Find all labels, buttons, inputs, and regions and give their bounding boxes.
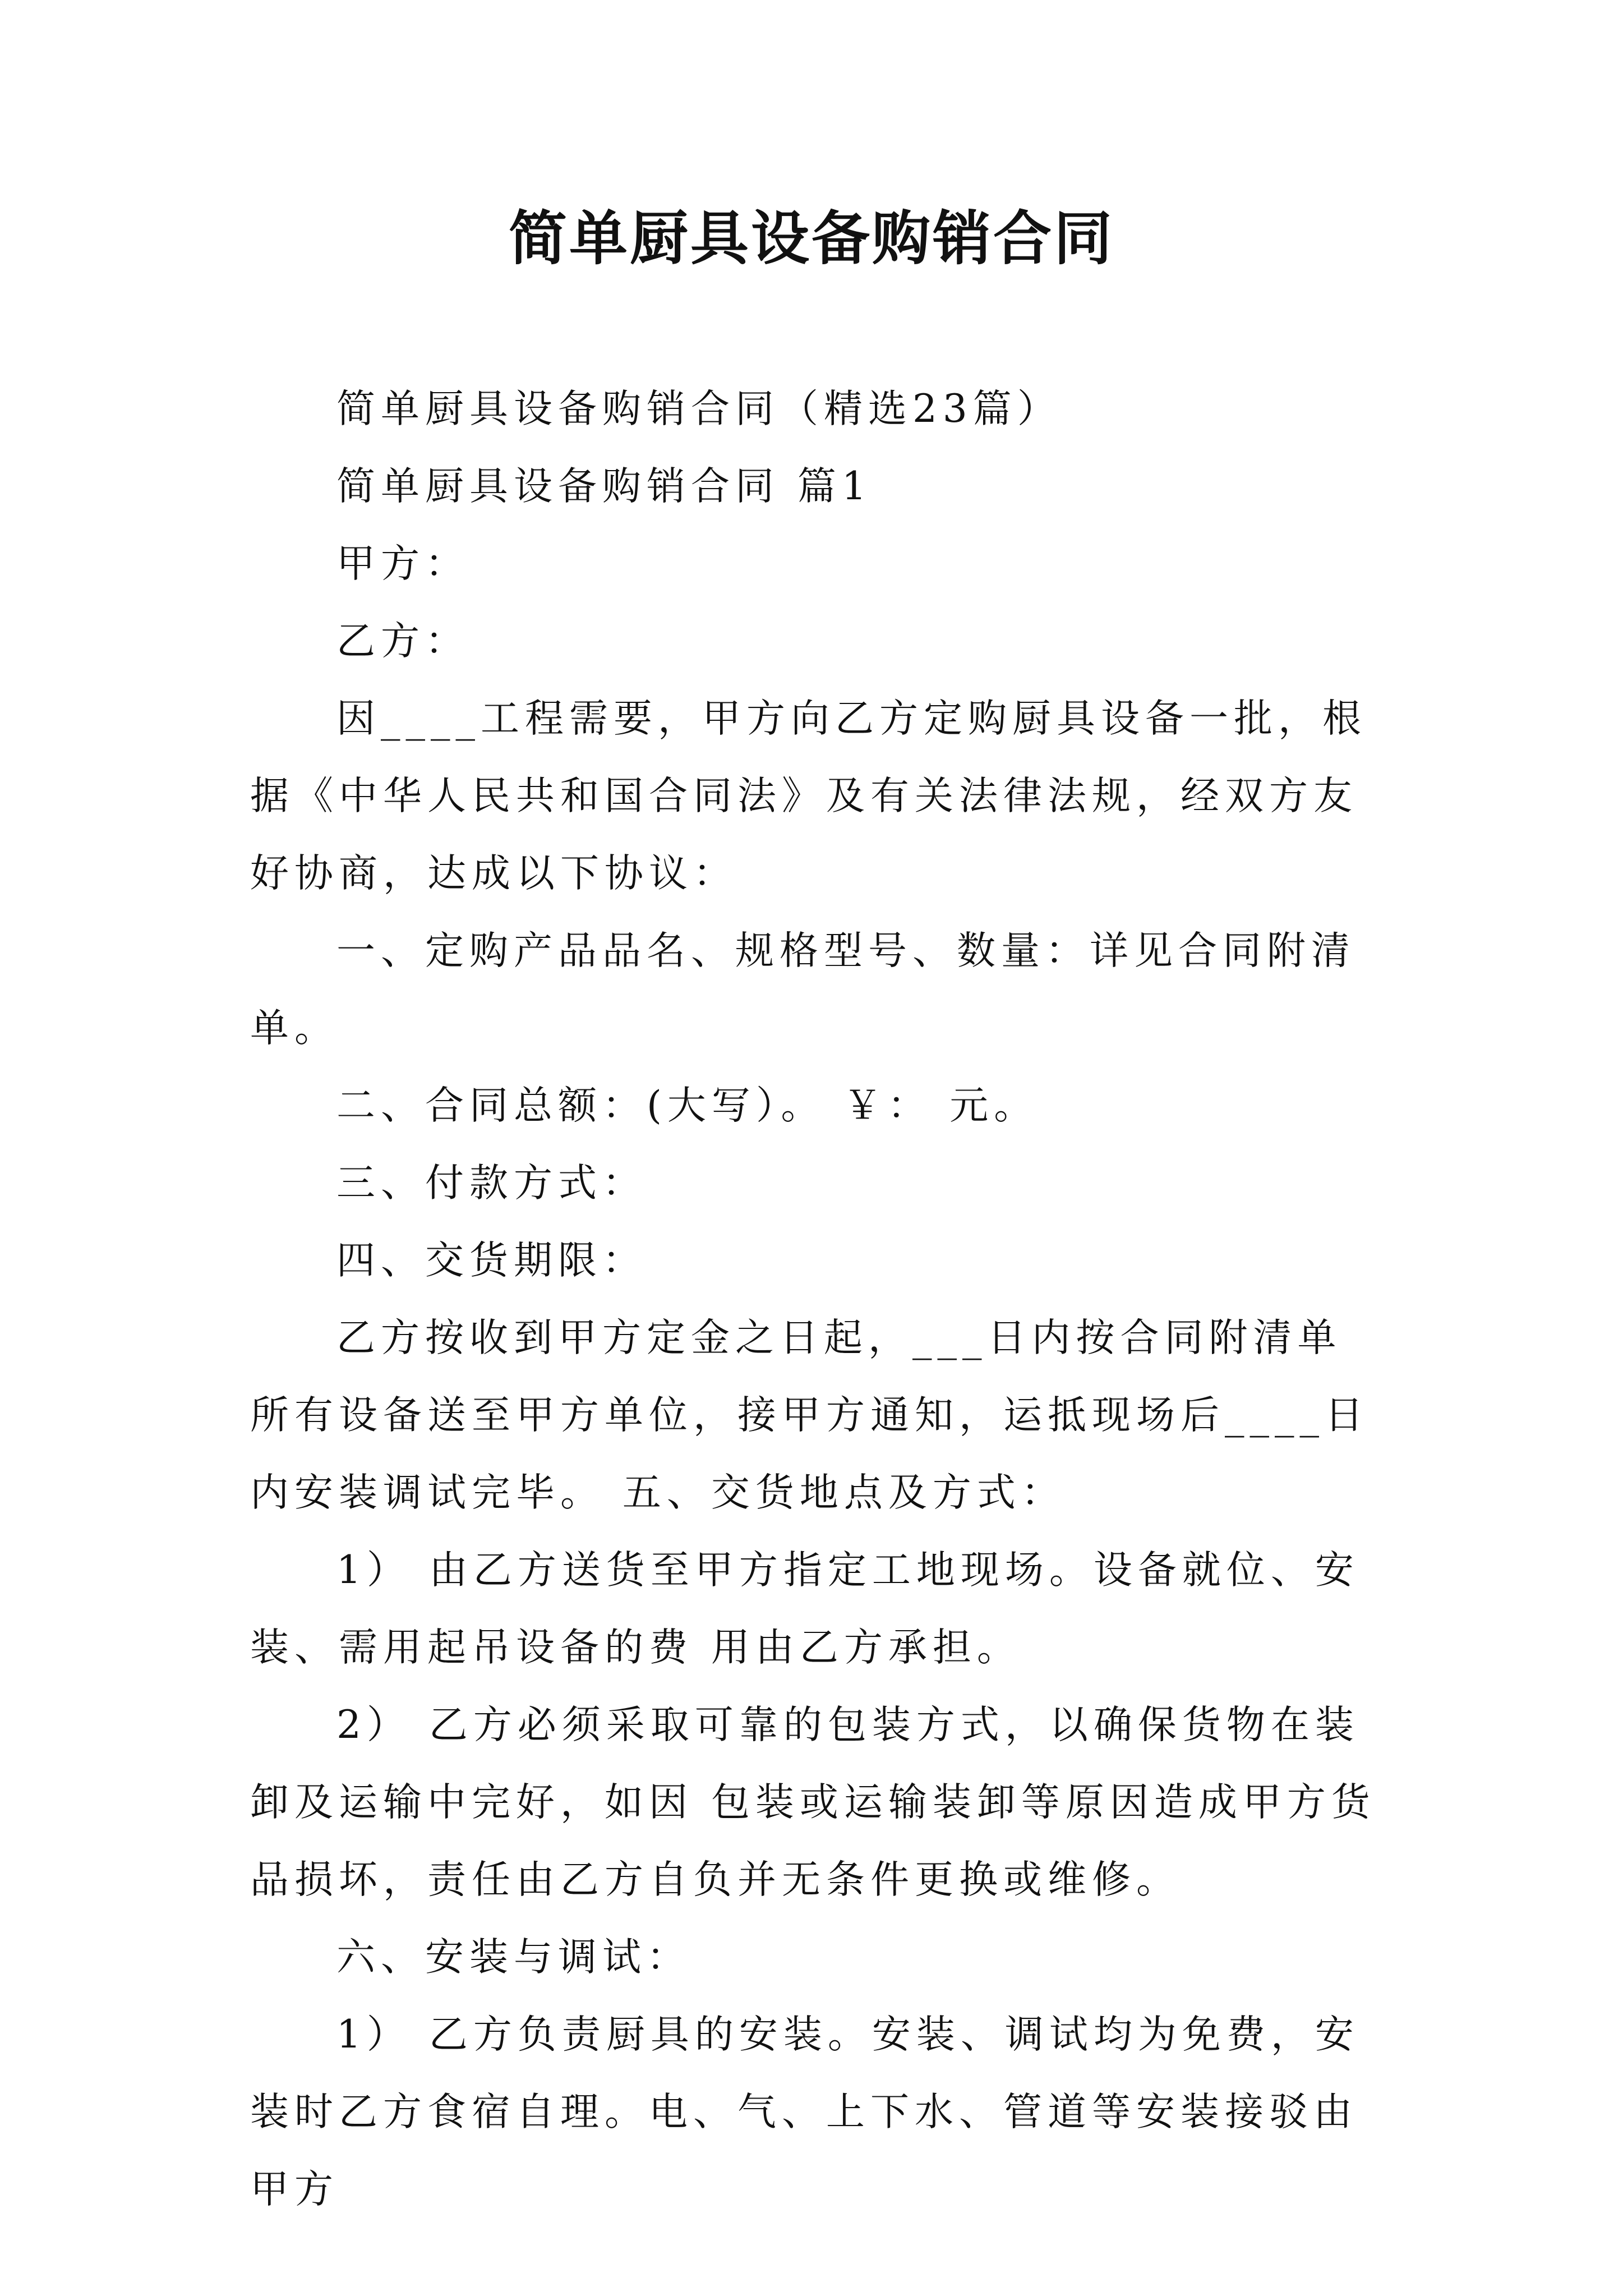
paragraph-party-a: 甲方： <box>336 541 469 586</box>
paragraph-delivery-term: 乙方按收到甲方定金之日起，___日内按合同附清单所有设备送至甲方单位，接甲方通知，运抵现场后____日内安装调试完毕。 五、交货地点及方式： <box>250 1315 1369 1515</box>
paragraph-delivery-item-2: 2） 乙方必须采取可靠的包装方式，以确保货物在装卸及运输中完好，如因 包装或运输装卸等原因造成甲方货品损坏，责任由乙方自负并无条件更换或维修。 <box>250 1703 1376 1902</box>
paragraph-preamble: 因____工程需要，甲方向乙方定购厨具设备一批，根据《中华人民共和国合同法》及有关法律法规，经双方友好协商，达成以下协议： <box>250 696 1367 896</box>
document-body <box>250 370 1383 2228</box>
paragraph-section-heading: 简单厨具设备购销合同 篇1 <box>336 464 872 509</box>
paragraph-delivery-item-1: 1） 由乙方送货至甲方指定工地现场。设备就位、安装、需用起吊设备的费 用由乙方承担。 <box>250 1548 1359 1670</box>
paragraph-party-b: 乙方： <box>336 619 469 664</box>
paragraph-clause-1: 一、定购产品品名、规格型号、数量：详见合同附清单。 <box>250 928 1355 1051</box>
paragraph-clause-3: 三、付款方式： <box>336 1161 647 1205</box>
paragraph-subtitle: 简单厨具设备购销合同（精选23篇） <box>336 386 1062 431</box>
document-title: 简单厨具设备购销合同 <box>508 204 1114 273</box>
paragraph-install-item-1: 1） 乙方负责厨具的安装。安装、调试均为免费，安装时乙方食宿自理。电、气、上下水、管道等安装接驳由甲方 <box>250 2012 1359 2212</box>
paragraph-clause-2: 二、合同总额：(大写）。 ￥： 元。 <box>336 1083 1039 1128</box>
paragraph-clause-6: 六、安装与调试： <box>336 1935 691 1980</box>
paragraph-clause-4: 四、交货期限： <box>336 1238 647 1283</box>
